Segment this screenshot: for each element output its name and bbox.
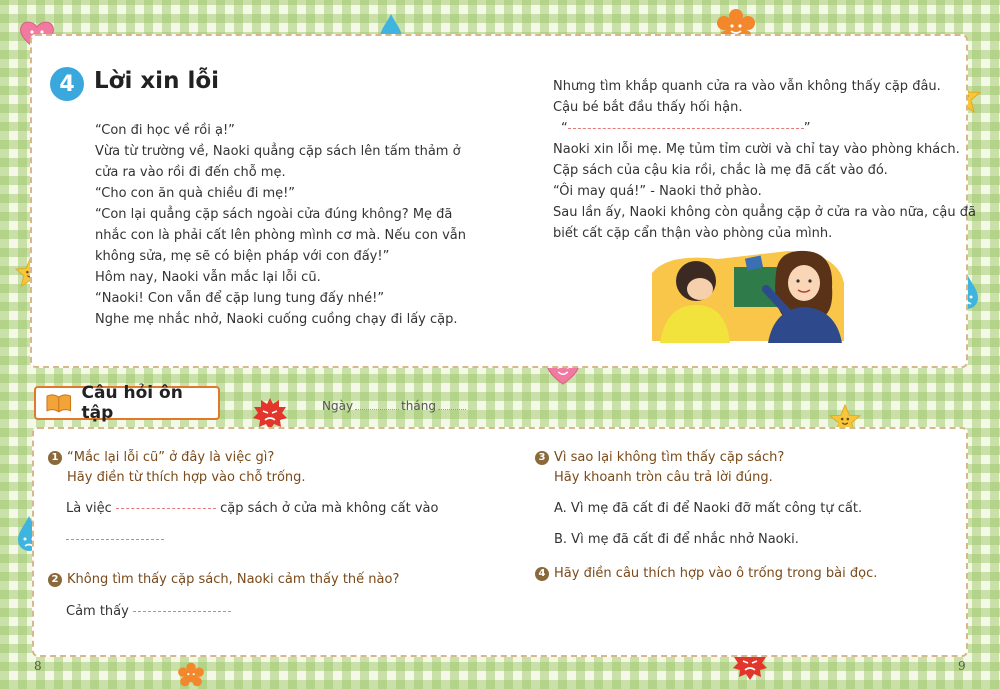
story-line: “Con lại quẳng cặp sách ngoài cửa đúng không? Mẹ đã	[95, 207, 453, 222]
blank-close-quote: ”	[803, 121, 811, 136]
answer-2	[66, 602, 231, 622]
question-text: Hãy điền câu thích hợp vào ô trống trong bài đọc.	[554, 566, 878, 581]
story-right-column	[553, 76, 976, 244]
flower-face-icon	[172, 662, 210, 689]
answer-1-blank-a[interactable]	[116, 508, 216, 509]
date-day-blank[interactable]	[355, 409, 399, 410]
story-line: nhắc con là phải cất lên phòng mình cơ mà. Nếu con vẫn	[95, 228, 466, 243]
story-line: “Ôi may quá!” - Naoki thở phào.	[553, 184, 762, 199]
question-number: 4	[535, 567, 549, 581]
story-line: “Cho con ăn quà chiều đi mẹ!”	[95, 186, 296, 201]
option-b[interactable]: B. Vì mẹ đã cất đi để nhắc nhở Naoki.	[554, 532, 799, 547]
question-text: “Mắc lại lỗi cũ” ở đây là việc gì?	[67, 450, 275, 465]
question-text: Vì sao lại không tìm thấy cặp sách?	[554, 450, 785, 465]
story-line: “Con đi học về rồi ạ!”	[95, 123, 235, 138]
story-left-column	[95, 120, 466, 330]
review-header	[34, 383, 220, 423]
open-book-icon	[46, 393, 72, 413]
answer-2-blank[interactable]	[133, 611, 231, 612]
answer-1-blank-b[interactable]	[66, 539, 164, 540]
story-line: Nhưng tìm khắp quanh cửa ra vào vẫn không thấy cặp đâu.	[553, 79, 941, 94]
story-line: Sau lần ấy, Naoki không còn quẳng cặp ở cửa ra vào nữa, cậu đã	[553, 205, 976, 220]
story-line: biết cất cặp cẩn thận vào phòng của mình.	[553, 226, 833, 241]
story-illustration	[638, 243, 848, 343]
date-month-blank[interactable]	[438, 409, 466, 410]
date-month-label: tháng	[401, 399, 436, 413]
question-text: Không tìm thấy cặp sách, Naoki cảm thấy thế nào?	[67, 572, 400, 587]
page-number-left: 8	[34, 659, 42, 673]
date-line	[322, 399, 468, 413]
question-number: 2	[48, 573, 62, 587]
question-4	[535, 564, 877, 584]
date-day-label: Ngày	[322, 399, 354, 413]
answer-suffix: cặp sách ở cửa mà không cất vào	[220, 501, 439, 516]
story-line: Hôm nay, Naoki vẫn mắc lại lỗi cũ.	[95, 270, 321, 285]
question-3-instruction: Hãy khoanh tròn câu trả lời đúng.	[554, 470, 773, 485]
question-number: 1	[48, 451, 62, 465]
answer-1	[66, 499, 438, 519]
review-title: Câu hỏi ôn tập	[81, 383, 183, 423]
story-line: Cặp sách của cậu kia rồi, chắc là mẹ đã cất vào đó.	[553, 163, 888, 178]
question-2	[48, 570, 399, 590]
answer-prefix: Cảm thấy	[66, 604, 129, 619]
question-1-instruction: Hãy điền từ thích hợp vào chỗ trống.	[67, 470, 306, 485]
question-3	[535, 448, 784, 468]
question-number: 3	[535, 451, 549, 465]
story-blank[interactable]	[568, 128, 804, 129]
page-number-right: 9	[958, 659, 966, 673]
story-line: Nghe mẹ nhắc nhở, Naoki cuống cuồng chạy đi lấy cặp.	[95, 312, 458, 327]
blank-open-quote: “	[561, 121, 568, 136]
answer-1-line2	[66, 530, 164, 550]
option-a[interactable]: A. Vì mẹ đã cất đi để Naoki đỡ mất công tự cất.	[554, 501, 863, 516]
story-blank-line[interactable]	[553, 118, 976, 139]
story-line: Cậu bé bắt đầu thấy hối hận.	[553, 100, 743, 115]
answer-prefix: Là việc	[66, 501, 112, 516]
question-1	[48, 448, 274, 468]
story-line: Vừa từ trường về, Naoki quẳng cặp sách lên tấm thảm ở	[95, 144, 461, 159]
story-line: “Naoki! Con vẫn để cặp lung tung đấy nhé!”	[95, 291, 385, 306]
story-line: cửa ra vào rồi đi đến chỗ mẹ.	[95, 165, 286, 180]
story-line: không sửa, mẹ sẽ có biện pháp với con đấy!”	[95, 249, 390, 264]
story-line: Naoki xin lỗi mẹ. Mẹ tủm tỉm cười và chỉ tay vào phòng khách.	[553, 142, 960, 157]
lesson-title: Lời xin lỗi	[94, 68, 220, 94]
lesson-number-badge: 4	[50, 67, 84, 101]
